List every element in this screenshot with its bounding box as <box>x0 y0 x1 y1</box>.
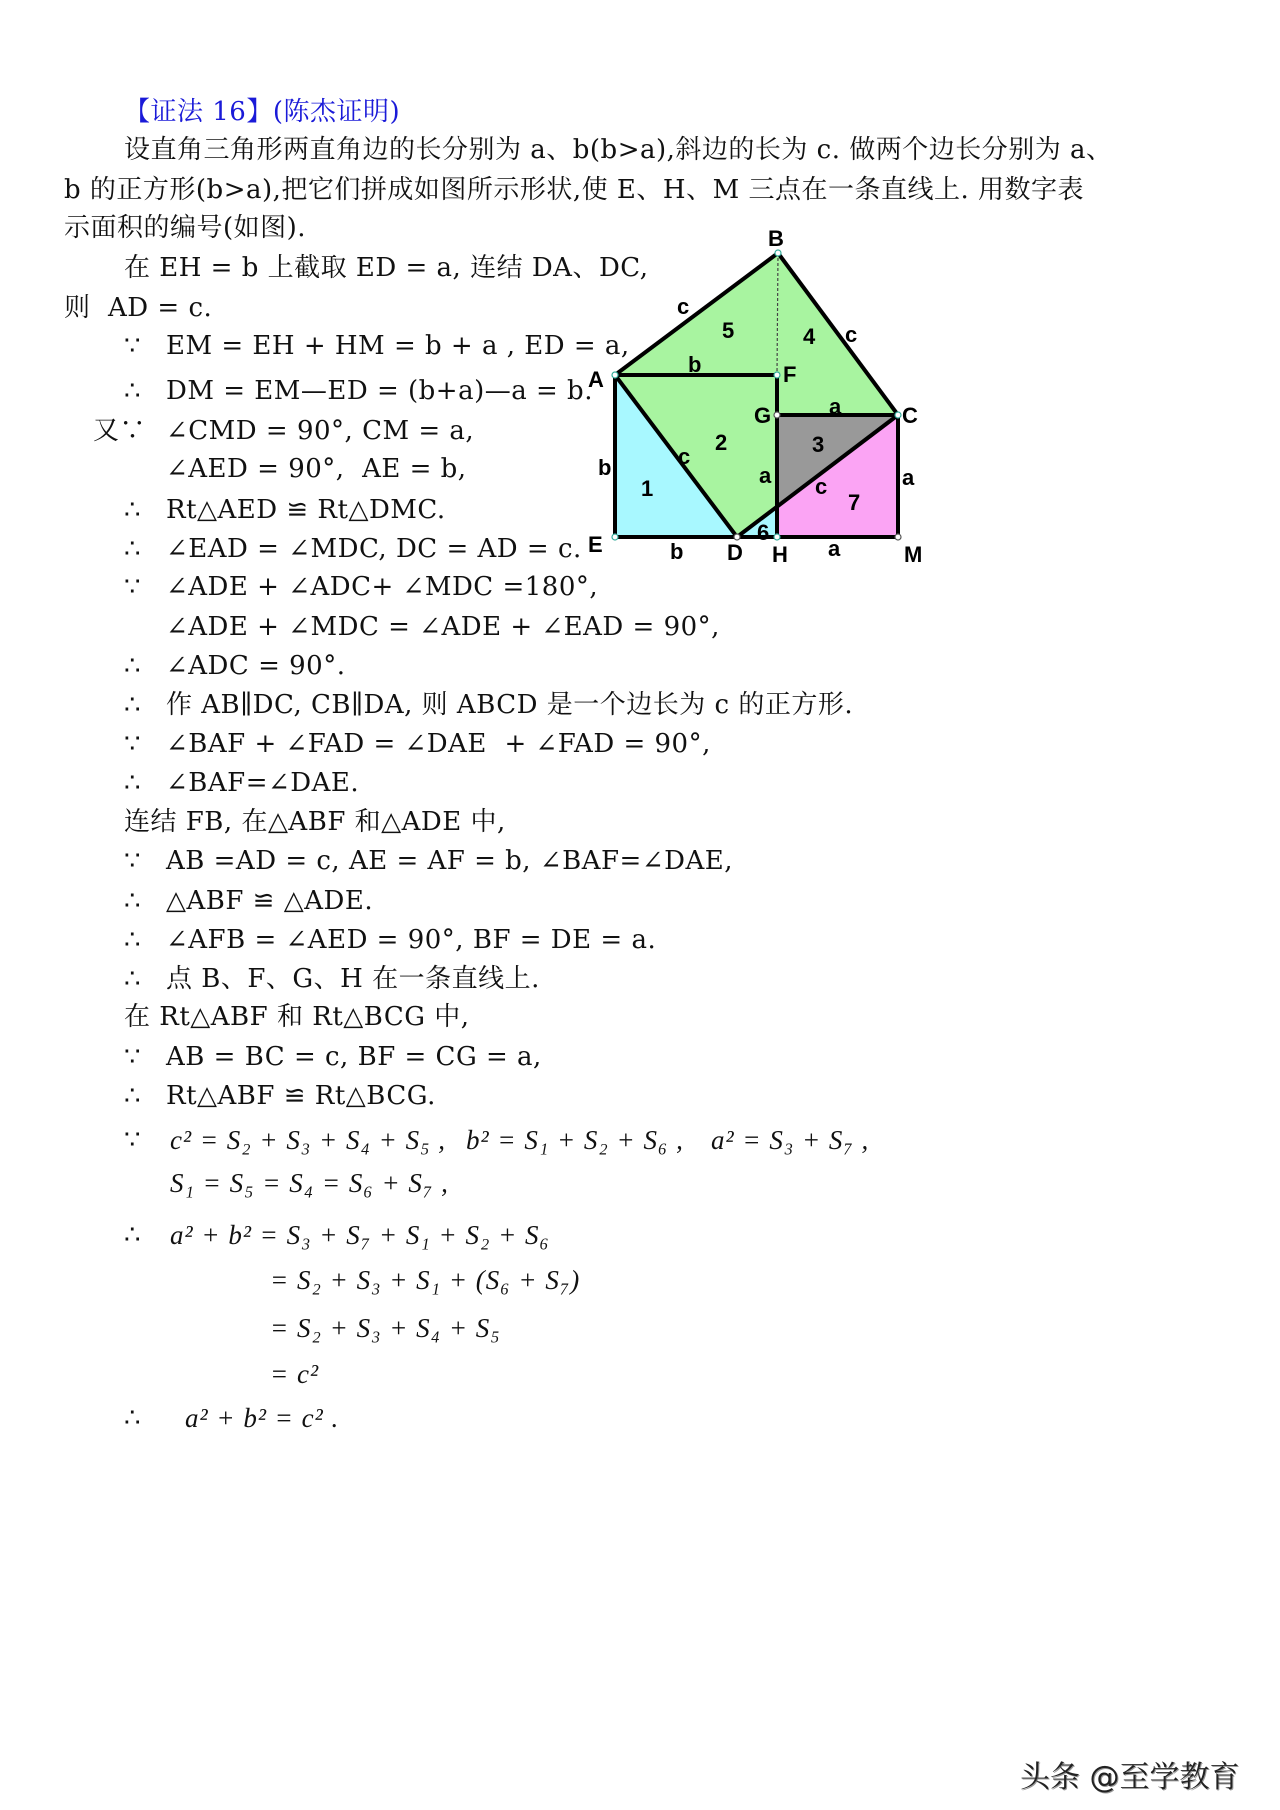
proof-line: 则 AD = c. <box>64 293 213 323</box>
side-hm: a <box>828 536 841 561</box>
proof-line: 连结 FB, 在△ABF 和△ADE 中, <box>124 807 506 837</box>
proof-line: 作 AB∥DC, CB∥DA, 则 ABCD 是一个边长为 c 的正方形. <box>166 690 854 720</box>
formula: S₁ = S₅ = S₄ = S₆ + S₇ , <box>170 1168 449 1198</box>
proof-line: EM = EH + HM = b + a , ED = a, <box>166 331 630 361</box>
formula: = S₂ + S₃ + S₁ + (S₆ + S₇) <box>270 1265 581 1295</box>
logic-symbol: ∴ <box>124 1220 142 1250</box>
side-cm: a <box>902 465 915 490</box>
label-M: M <box>904 542 923 567</box>
region-label-2: 2 <box>715 430 728 455</box>
label-D: D <box>727 540 743 565</box>
side-dc: c <box>815 474 828 499</box>
proof-line: Rt△ABF ≌ Rt△BCG. <box>166 1081 436 1111</box>
formula: a² + b² = c² . <box>185 1403 340 1433</box>
logic-symbol: 又∵ <box>93 416 147 446</box>
label-H: H <box>772 542 788 567</box>
proof-line: ∠AED = 90°, AE = b, <box>166 454 467 484</box>
side-af: b <box>688 352 702 377</box>
formula: c² = S₂ + S₃ + S₄ + S₅ , <box>170 1125 447 1155</box>
logic-symbol: ∴ <box>124 651 142 681</box>
label-A: A <box>588 367 604 392</box>
logic-symbol: ∴ <box>124 1403 142 1433</box>
geometry-diagram <box>590 220 950 580</box>
formula: a² + b² = S₃ + S₇ + S₁ + S₂ + S₆ <box>170 1220 550 1250</box>
formula: = S₂ + S₃ + S₄ + S₅ <box>270 1313 501 1343</box>
side-gh: a <box>759 463 772 488</box>
proof-line: AB = BC = c, BF = CG = a, <box>166 1042 542 1072</box>
proof-line: 在 EH = b 上截取 ED = a, 连结 DA、DC, <box>124 253 649 283</box>
region-label-1: 1 <box>641 476 654 501</box>
region-label-6: 6 <box>757 520 770 545</box>
region-label-3: 3 <box>812 432 825 457</box>
proof-line: 点 B、F、G、H 在一条直线上. <box>166 964 540 994</box>
logic-symbol: ∴ <box>124 690 142 720</box>
proof-title: 【证法 16】(陈杰证明) <box>124 97 401 127</box>
formula: a² = S₃ + S₇ , <box>711 1125 870 1155</box>
region-label-5: 5 <box>722 318 735 343</box>
label-G: G <box>754 403 772 428</box>
proof-line: ∠EAD = ∠MDC, DC = AD = c. <box>166 534 582 564</box>
region-label-4: 4 <box>803 324 816 349</box>
logic-symbol: ∵ <box>124 1125 142 1155</box>
proof-line: Rt△AED ≌ Rt△DMC. <box>166 495 446 525</box>
proof-line: △ABF ≌ △ADE. <box>166 886 374 916</box>
formula: = c² <box>270 1359 320 1389</box>
proof-line: ∠ADE + ∠ADC+ ∠MDC =180°, <box>166 572 599 602</box>
region-label-7: 7 <box>848 490 861 515</box>
formula: b² = S₁ + S₂ + S₆ , <box>466 1125 684 1155</box>
side-gc: a <box>829 394 842 419</box>
side-ed: b <box>670 539 684 564</box>
label-E: E <box>588 532 603 557</box>
logic-symbol: ∴ <box>124 925 142 955</box>
logic-symbol: ∵ <box>124 572 142 602</box>
side-bc: c <box>845 322 858 347</box>
logic-symbol: ∵ <box>124 331 142 361</box>
label-B: B <box>768 226 784 251</box>
proof-line: ∠ADE + ∠MDC = ∠ADE + ∠EAD = 90°, <box>166 612 720 642</box>
logic-symbol: ∴ <box>124 886 142 916</box>
logic-symbol: ∴ <box>124 964 142 994</box>
proof-line: 在 Rt△ABF 和 Rt△BCG 中, <box>124 1002 470 1032</box>
logic-symbol: ∵ <box>124 729 142 759</box>
side-ad: c <box>678 444 691 469</box>
logic-symbol: ∴ <box>124 1081 142 1111</box>
proof-line: ∠ADC = 90°. <box>166 651 346 681</box>
proof-line: AB =AD = c, AE = AF = b, ∠BAF=∠DAE, <box>166 846 733 876</box>
proof-line: ∠CMD = 90°, CM = a, <box>166 416 475 446</box>
intro-line: 示面积的编号(如图). <box>64 213 307 243</box>
logic-symbol: ∴ <box>124 768 142 798</box>
proof-line: ∠BAF + ∠FAD = ∠DAE + ∠FAD = 90°, <box>166 729 711 759</box>
proof-line: DM = EM—ED = (b+a)—a = b. <box>166 376 593 406</box>
logic-symbol: ∴ <box>124 376 142 406</box>
logic-symbol: ∴ <box>124 495 142 525</box>
logic-symbol: ∴ <box>124 534 142 564</box>
logic-symbol: ∵ <box>124 1042 142 1072</box>
logic-symbol: ∵ <box>124 846 142 876</box>
label-F: F <box>783 362 797 387</box>
intro-line: 设直角三角形两直角边的长分别为 a、b(b>a),斜边的长为 c. 做两个边长分别为 a、 <box>124 135 1113 165</box>
proof-line: ∠BAF=∠DAE. <box>166 768 360 798</box>
side-ae: b <box>598 455 612 480</box>
intro-line: b 的正方形(b>a),把它们拼成如图所示形状,使 E、H、M 三点在一条直线上. 用数字表 <box>64 175 1084 205</box>
side-ab: c <box>677 294 690 319</box>
label-C: C <box>902 403 918 428</box>
proof-line: ∠AFB = ∠AED = 90°, BF = DE = a. <box>166 925 657 955</box>
watermark: 头条 @至学教育 <box>1020 1760 1240 1795</box>
